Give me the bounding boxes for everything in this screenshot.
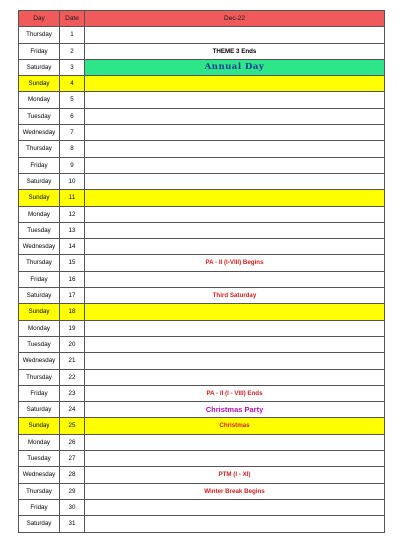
table-row (19, 499, 385, 515)
event-cell (85, 353, 385, 369)
day-cell: Sunday (19, 190, 60, 206)
date-cell: 28 (60, 467, 85, 483)
event-cell (85, 206, 385, 222)
event-cell (85, 516, 385, 532)
day-cell: Friday (19, 385, 60, 401)
event-cell: Winter Break Begins (85, 483, 385, 499)
table-row (19, 336, 385, 352)
event-cell (85, 434, 385, 450)
day-cell: Monday (19, 206, 60, 222)
table-row (19, 385, 385, 401)
day-cell: Saturday (19, 173, 60, 189)
day-cell: Wednesday (19, 353, 60, 369)
table-row (19, 92, 385, 108)
table-row (19, 402, 385, 418)
table-row (19, 483, 385, 499)
table-row (19, 76, 385, 92)
day-cell: Friday (19, 499, 60, 515)
date-cell: 11 (60, 190, 85, 206)
event-cell (85, 320, 385, 336)
event-cell: PTM (I - XI) (85, 467, 385, 483)
date-cell: 18 (60, 304, 85, 320)
date-cell: 16 (60, 271, 85, 287)
date-cell: 12 (60, 206, 85, 222)
day-cell: Saturday (19, 516, 60, 532)
event-cell (85, 27, 385, 43)
date-cell: 21 (60, 353, 85, 369)
date-cell: 20 (60, 336, 85, 352)
table-row (19, 304, 385, 320)
table-row (19, 434, 385, 450)
table-row (19, 27, 385, 43)
day-cell: Wednesday (19, 467, 60, 483)
table-row (19, 467, 385, 483)
event-cell (85, 222, 385, 238)
event-cell (85, 451, 385, 467)
day-cell: Sunday (19, 76, 60, 92)
date-cell: 4 (60, 76, 85, 92)
date-cell: 31 (60, 516, 85, 532)
table-row (19, 320, 385, 336)
event-cell (85, 108, 385, 124)
day-cell: Thursday (19, 27, 60, 43)
date-cell: 22 (60, 369, 85, 385)
table-row (19, 451, 385, 467)
day-cell: Sunday (19, 304, 60, 320)
day-cell: Tuesday (19, 336, 60, 352)
day-cell: Friday (19, 43, 60, 59)
date-cell: 7 (60, 125, 85, 141)
table-row (19, 157, 385, 173)
day-cell: Saturday (19, 402, 60, 418)
event-cell: THEME 3 Ends (85, 43, 385, 59)
day-cell: Thursday (19, 255, 60, 271)
date-cell: 29 (60, 483, 85, 499)
event-cell: PA - II (I - VIII) Ends (85, 385, 385, 401)
day-cell: Saturday (19, 288, 60, 304)
day-cell: Thursday (19, 369, 60, 385)
event-cell (85, 239, 385, 255)
day-cell: Friday (19, 157, 60, 173)
calendar-table (18, 10, 385, 533)
date-cell: 2 (60, 43, 85, 59)
day-cell: Tuesday (19, 108, 60, 124)
date-cell: 30 (60, 499, 85, 515)
header-row (19, 11, 385, 27)
table-row (19, 255, 385, 271)
table-row (19, 369, 385, 385)
event-cell: Annual Day (85, 59, 385, 75)
table-row (19, 222, 385, 238)
event-cell (85, 92, 385, 108)
table-row (19, 59, 385, 75)
date-cell: 15 (60, 255, 85, 271)
day-cell: Thursday (19, 483, 60, 499)
event-cell (85, 190, 385, 206)
event-cell (85, 173, 385, 189)
table-row (19, 108, 385, 124)
event-cell (85, 499, 385, 515)
event-cell (85, 76, 385, 92)
date-cell: 8 (60, 141, 85, 157)
date-cell: 23 (60, 385, 85, 401)
event-cell: Christmas (85, 418, 385, 434)
date-cell: 27 (60, 451, 85, 467)
event-cell: PA - II (I-VIII) Begins (85, 255, 385, 271)
date-cell: 26 (60, 434, 85, 450)
date-cell: 1 (60, 27, 85, 43)
date-cell: 3 (60, 59, 85, 75)
table-row (19, 418, 385, 434)
date-cell: 9 (60, 157, 85, 173)
day-cell: Tuesday (19, 222, 60, 238)
event-cell (85, 125, 385, 141)
day-cell: Monday (19, 434, 60, 450)
table-row (19, 516, 385, 532)
table-row (19, 190, 385, 206)
table-row (19, 125, 385, 141)
day-cell: Sunday (19, 418, 60, 434)
table-row (19, 271, 385, 287)
date-cell: 17 (60, 288, 85, 304)
event-cell (85, 141, 385, 157)
day-cell: Saturday (19, 59, 60, 75)
header-month: Dec-22 (85, 11, 385, 27)
date-cell: 19 (60, 320, 85, 336)
table-row (19, 288, 385, 304)
header-date: Date (60, 11, 85, 27)
day-cell: Wednesday (19, 239, 60, 255)
day-cell: Friday (19, 271, 60, 287)
date-cell: 14 (60, 239, 85, 255)
event-cell (85, 304, 385, 320)
date-cell: 13 (60, 222, 85, 238)
table-row (19, 353, 385, 369)
date-cell: 24 (60, 402, 85, 418)
date-cell: 10 (60, 173, 85, 189)
day-cell: Monday (19, 320, 60, 336)
day-cell: Monday (19, 92, 60, 108)
date-cell: 6 (60, 108, 85, 124)
event-cell (85, 271, 385, 287)
table-row (19, 43, 385, 59)
calendar-body (19, 27, 385, 532)
table-row (19, 239, 385, 255)
event-cell (85, 369, 385, 385)
date-cell: 5 (60, 92, 85, 108)
event-cell (85, 336, 385, 352)
table-row (19, 173, 385, 189)
event-cell: Christmas Party (85, 402, 385, 418)
event-cell (85, 157, 385, 173)
day-cell: Tuesday (19, 451, 60, 467)
table-row (19, 141, 385, 157)
day-cell: Wednesday (19, 125, 60, 141)
day-cell: Thursday (19, 141, 60, 157)
date-cell: 25 (60, 418, 85, 434)
event-cell: Third Saturday (85, 288, 385, 304)
table-row (19, 206, 385, 222)
header-day: Day (19, 11, 60, 27)
